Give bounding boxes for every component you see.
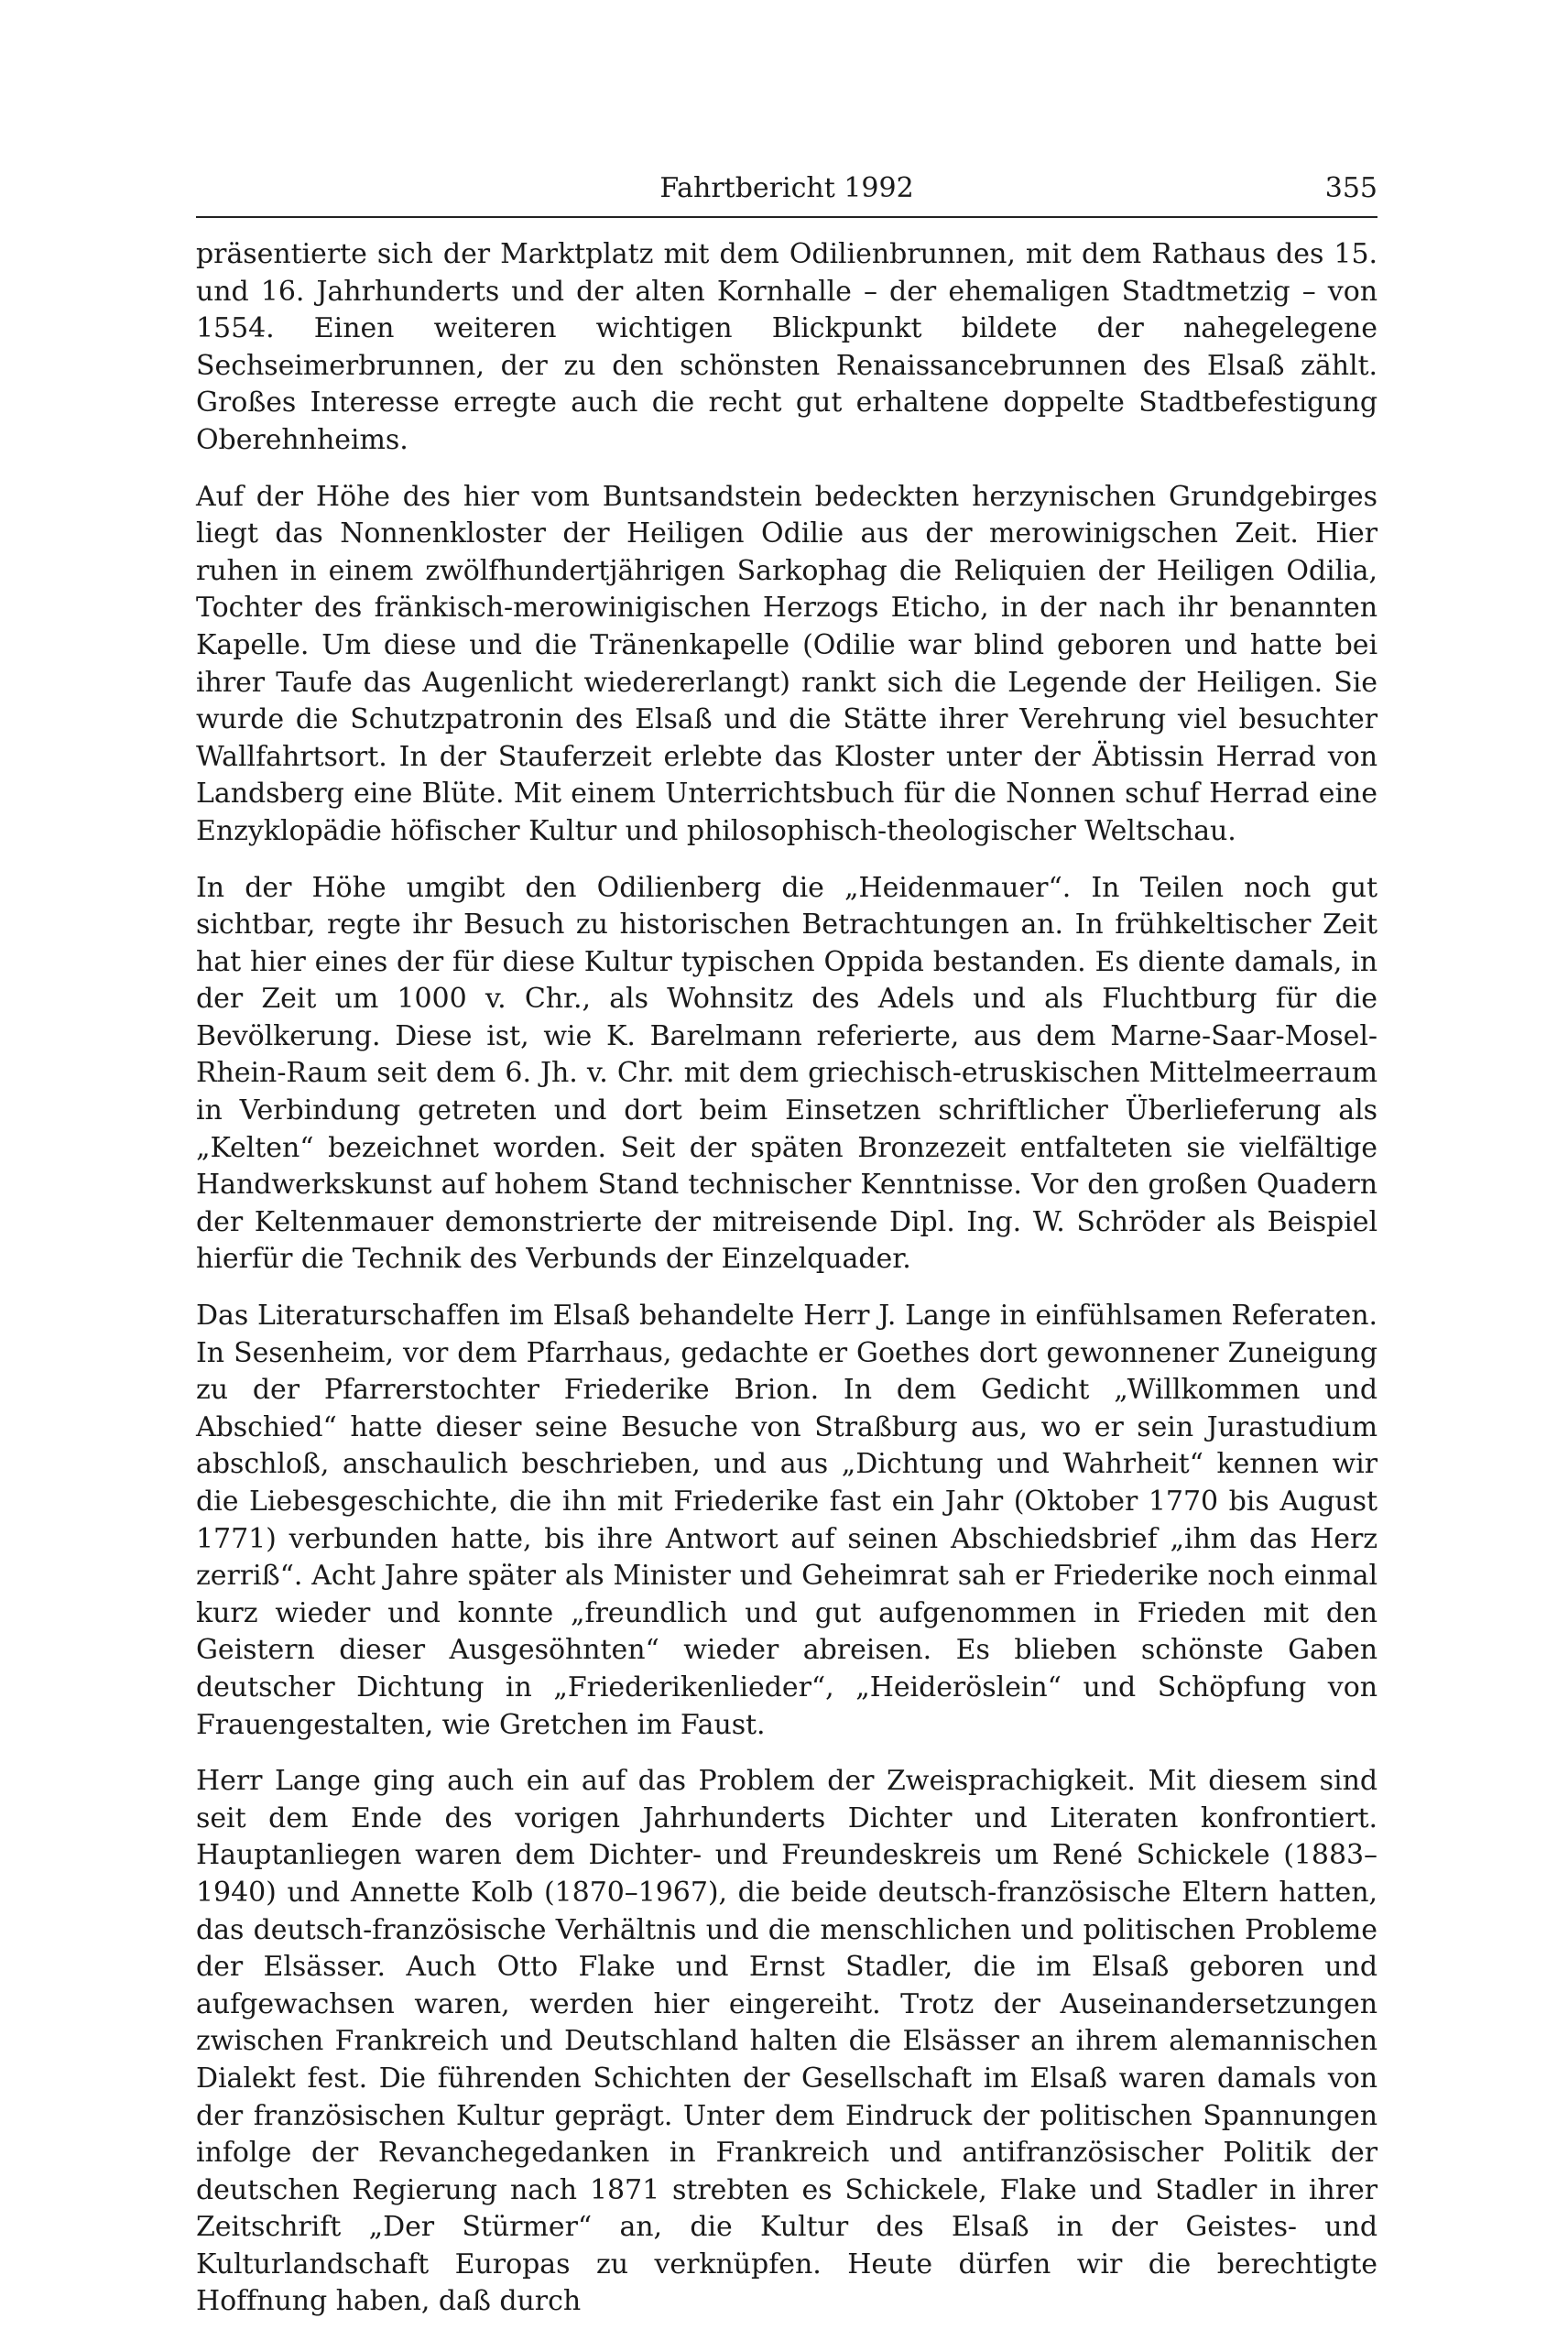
header-rule	[196, 216, 1377, 218]
paragraph-heidenmauer: In der Höhe umgibt den Odilienberg die „Heidenmauer“. In Teilen noch gut sichtbar, regte ihr Besuch zu historischen Betrachtungen an. In frühkeltischer Zeit hat hier eines der für diese Kultur typischen Oppida bestanden. Es diente damals, in der Zeit um 1000 v. Chr., als Wohnsitz des Adels und als Fluchtburg für die Bevölkerung. Diese ist, wie K. Barelmann referierte, aus dem Marne-Saar-Mosel-Rhein-Raum seit dem 6. Jh. v. Chr. mit dem griechisch-etruskischen Mittelmeerraum in Verbindung getreten und dort beim Einsetzen schriftlicher Überlieferung als „Kelten“ bezeichnet worden. Seit der späten Bronzezeit entfalteten sie vielfältige Handwerkskunst auf hohem Stand technischer Kenntnisse. Vor den großen Quadern der Keltenmauer demonstrierte der mitreisende Dipl. Ing. W. Schröder als Beispiel hierfür die Technik des Verbunds der Einzelquader.	[196, 871, 1377, 1276]
page-number: 355	[1324, 172, 1377, 204]
running-title: Fahrtbericht 1992	[659, 172, 914, 204]
paragraph-literaturschaffen: Das Literaturschaffen im Elsaß behandelte Herr J. Lange in einfühlsamen Referaten. In Sesenheim, vor dem Pfarrhaus, gedachte er Goethes dort gewonnener Zuneigung zu der Pfarrerstochter Friederike Brion. In dem Gedicht „Willkommen und Abschied“ hatte dieser seine Besuche von Straßburg aus, wo er sein Jurastudium abschloß, anschaulich beschrieben, und aus „Dichtung und Wahrheit“ kennen wir die Liebesgeschichte, die ihn mit Friederike fast ein Jahr (Oktober 1770 bis August 1771) verbunden hatte, bis ihre Antwort auf seinen Abschiedsbrief „ihm das Herz zerriß“. Acht Jahre später als Minister und Geheimrat sah er Friederike noch einmal kurz wieder und konnte „freundlich und gut aufgenommen in Frieden mit den Geistern dieser Ausgesöhnten“ wieder abreisen. Es blieben schönste Gaben deutscher Dichtung in „Friederikenlieder“, „Heideröslein“ und Schöpfung von Frauengestalten, wie Gretchen im Faust.	[196, 1300, 1377, 1741]
book-page	[196, 169, 1377, 2340]
paragraph-marktplatz: präsentierte sich der Marktplatz mit dem Odilienbrunnen, mit dem Rathaus des 15. und 16. Jahrhunderts und der alten Kornhalle – der ehemaligen Stadtmetzig – von 1554. Einen weiteren wichtigen Blickpunkt bildete der nahegelegene Sechseimerbrunnen, der zu den schönsten Renaissancebrunnen des Elsaß zählt. Großes Interesse erregte auch die recht gut erhaltene doppelte Stadtbefestigung Oberehnheims.	[196, 238, 1377, 456]
running-header	[196, 169, 1377, 209]
paragraph-zweisprachigkeit: Herr Lange ging auch ein auf das Problem der Zweisprachigkeit. Mit diesem sind seit dem Ende des vorigen Jahrhunderts Dichter und Literaten konfrontiert. Hauptanliegen waren dem Dichter- und Freundeskreis um René Schickele (1883–1940) und Annette Kolb (1870–1967), die beide deutsch-französische Eltern hatten, das deutsch-französische Verhältnis und die menschlichen und politischen Probleme der Elsässer. Auch Otto Flake und Ernst Stadler, die im Elsaß geboren und aufgewachsen waren, werden hier eingereiht. Trotz der Auseinandersetzungen zwischen Frankreich und Deutschland halten die Elsässer an ihrem alemannischen Dialekt fest. Die führenden Schichten der Gesellschaft im Elsaß waren damals von der französischen Kultur geprägt. Unter dem Eindruck der politischen Spannungen infolge der Revanchegedanken in Frankreich und antifranzösischer Politik der deutschen Regierung nach 1871 strebten es Schickele, Flake und Stadler in ihrer Zeitschrift „Der Stürmer“ an, die Kultur des Elsaß in der Geistes- und Kulturlandschaft Europas zu verknüpfen. Heute dürfen wir die berechtigte Hoffnung haben, daß durch	[196, 1765, 1377, 2318]
body-text	[196, 236, 1377, 2321]
paragraph-odilienkloster: Auf der Höhe des hier vom Buntsandstein bedeckten herzynischen Grundgebirges liegt das Nonnenkloster der Heiligen Odilie aus der merowinigschen Zeit. Hier ruhen in einem zwölfhundertjährigen Sarkophag die Reliquien der Heiligen Odilia, Tochter des fränkisch-merowinigischen Herzogs Eticho, in der nach ihr benannten Kapelle. Um diese und die Tränenkapelle (Odilie war blind geboren und hatte bei ihrer Taufe das Augenlicht wiedererlangt) rankt sich die Legende der Heiligen. Sie wurde die Schutzpatronin des Elsaß und die Stätte ihrer Verehrung viel besuchter Wallfahrtsort. In der Stauferzeit erlebte das Kloster unter der Äbtissin Herrad von Landsberg eine Blüte. Mit einem Unterrichtsbuch für die Nonnen schuf Herrad eine Enzyklopädie höfischer Kultur und philosophisch-theologischer Weltschau.	[196, 480, 1377, 847]
